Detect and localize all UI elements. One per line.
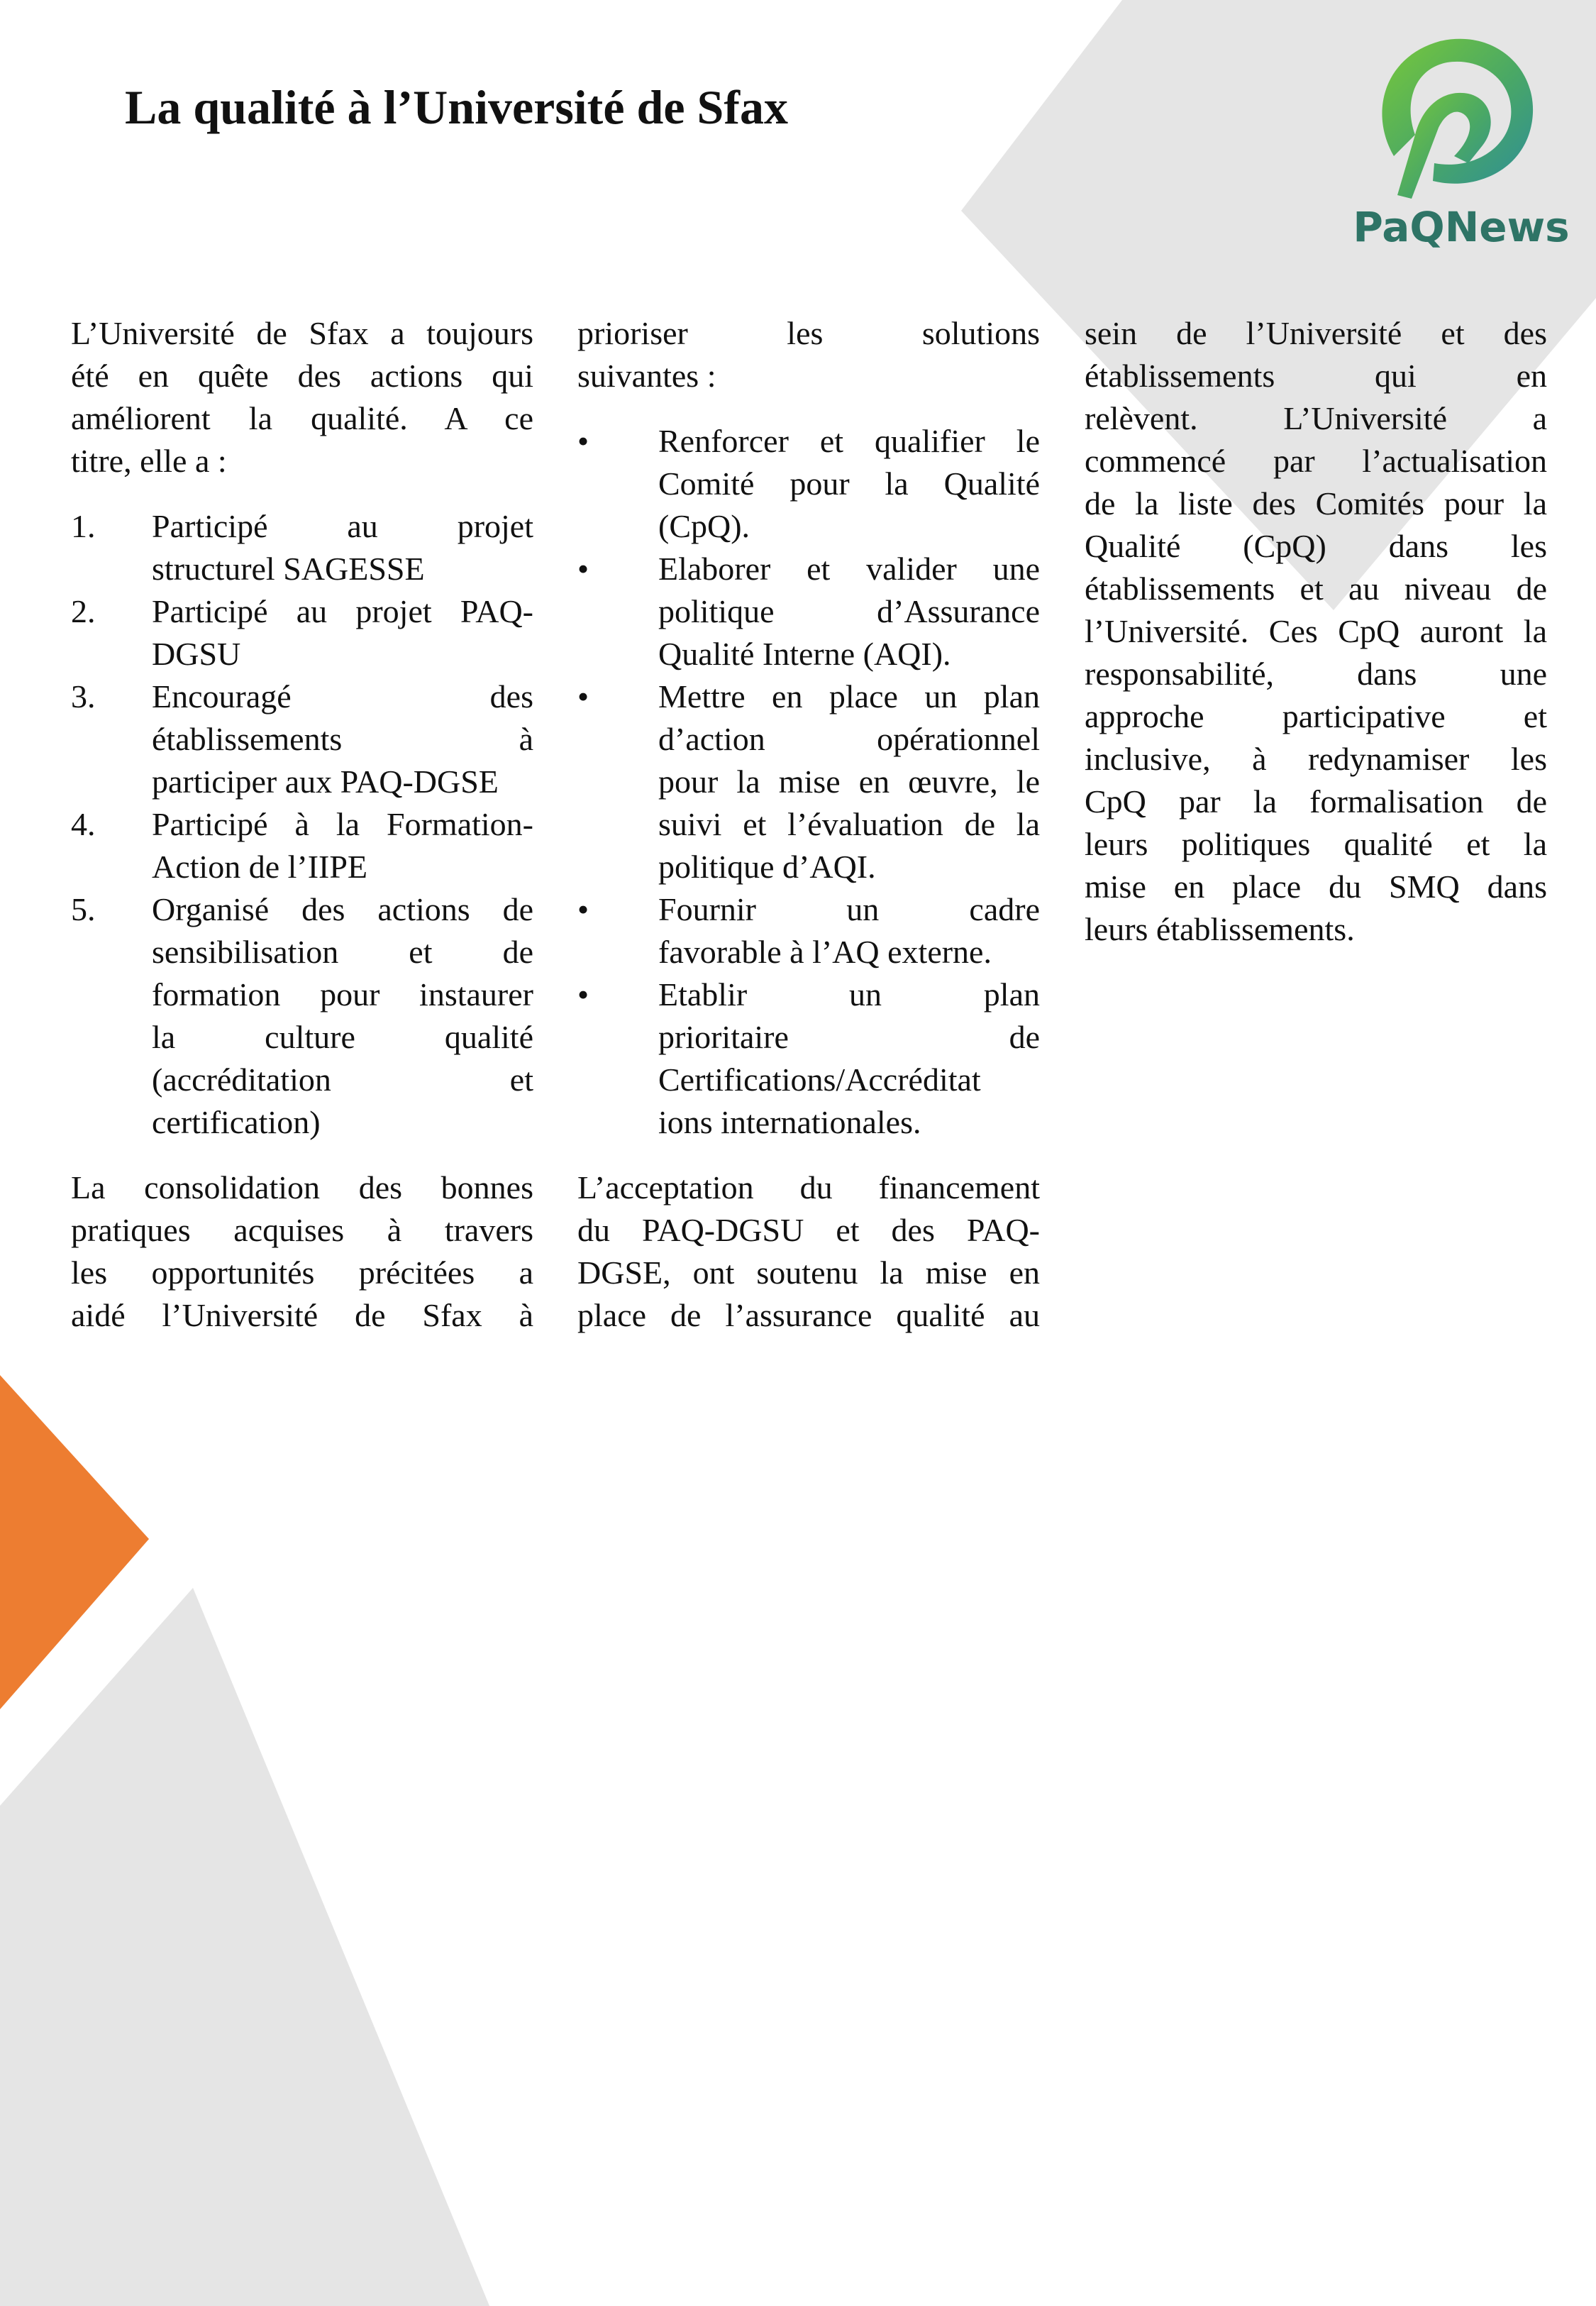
bullet-icon: • — [577, 891, 589, 927]
list-item: 2. Participé au projet PAQ- DGSU — [71, 593, 533, 672]
column-2 — [577, 312, 1040, 1337]
list-item: • Etablir un plan prioritaire de Certifications/Accréditat ions internationales. — [577, 973, 1040, 1144]
list-item: 1. Participé au projet structurel SAGESSE — [71, 508, 533, 587]
list-item: • Renforcer et qualifier le Comité pour la Qualité (CpQ). — [577, 420, 1040, 548]
orange-triangle-left — [0, 1375, 149, 1709]
list-item: 3. Encouragé des établissements à participer aux PAQ-DGSE — [71, 678, 533, 800]
bullet-icon: • — [577, 976, 589, 1013]
solutions-intro: prioriser les solutions suivantes : — [577, 315, 1040, 394]
bullet-list — [577, 420, 1040, 1144]
paqnews-logo — [1355, 28, 1568, 255]
consolidation-paragraph: La consolidation des bonnes pratiques acquises à travers les opportunités précitées a aidé l’Université de Sfax à — [71, 1169, 533, 1333]
numbered-list — [71, 505, 533, 1144]
intro-paragraph: L’Université de Sfax a toujours été en quête des actions qui améliorent la qualité. A ce titre, elle a : — [71, 315, 533, 479]
continuation-paragraph: sein de l’Université et des établissements qui en relèvent. L’Université a commencé par l’actualisation de la liste des Comités pour la Qualité (CpQ) dans les établissements et au niveau de l’Université. Ces CpQ auront la responsabilité, dans une approche participative et inclusive, à redynamiser les CpQ par la formalisation de leurs politiques qualité et la mise en place du SMQ dans leurs établissements. — [1085, 315, 1547, 947]
column-3 — [1085, 312, 1547, 951]
list-item: • Mettre en place un plan d’action opérationnel pour la mise en œuvre, le suivi et l’évaluation de la politique d’AQI. — [577, 675, 1040, 888]
list-item: • Fournir un cadre favorable à l’AQ externe. — [577, 888, 1040, 973]
list-item: 5. Organisé des actions de sensibilisation et de formation pour instaurer la culture qualité (accréditation et certification) — [71, 891, 533, 1140]
list-item: • Elaborer et valider une politique d’Assurance Qualité Interne (AQI). — [577, 548, 1040, 675]
page-title: La qualité à l’Université de Sfax — [125, 80, 788, 134]
bullet-icon: • — [577, 678, 589, 715]
bullet-icon: • — [577, 551, 589, 587]
bullet-icon: • — [577, 423, 589, 459]
list-item: 4. Participé à la Formation- Action de l’IIPE — [71, 806, 533, 885]
logo-wordmark: PaQNews — [1355, 203, 1568, 251]
column-1 — [71, 312, 533, 1337]
funding-paragraph: L’acceptation du financement du PAQ-DGSU et des PAQ- DGSE, ont soutenu la mise en place de l’assurance qualité au — [577, 1169, 1040, 1333]
